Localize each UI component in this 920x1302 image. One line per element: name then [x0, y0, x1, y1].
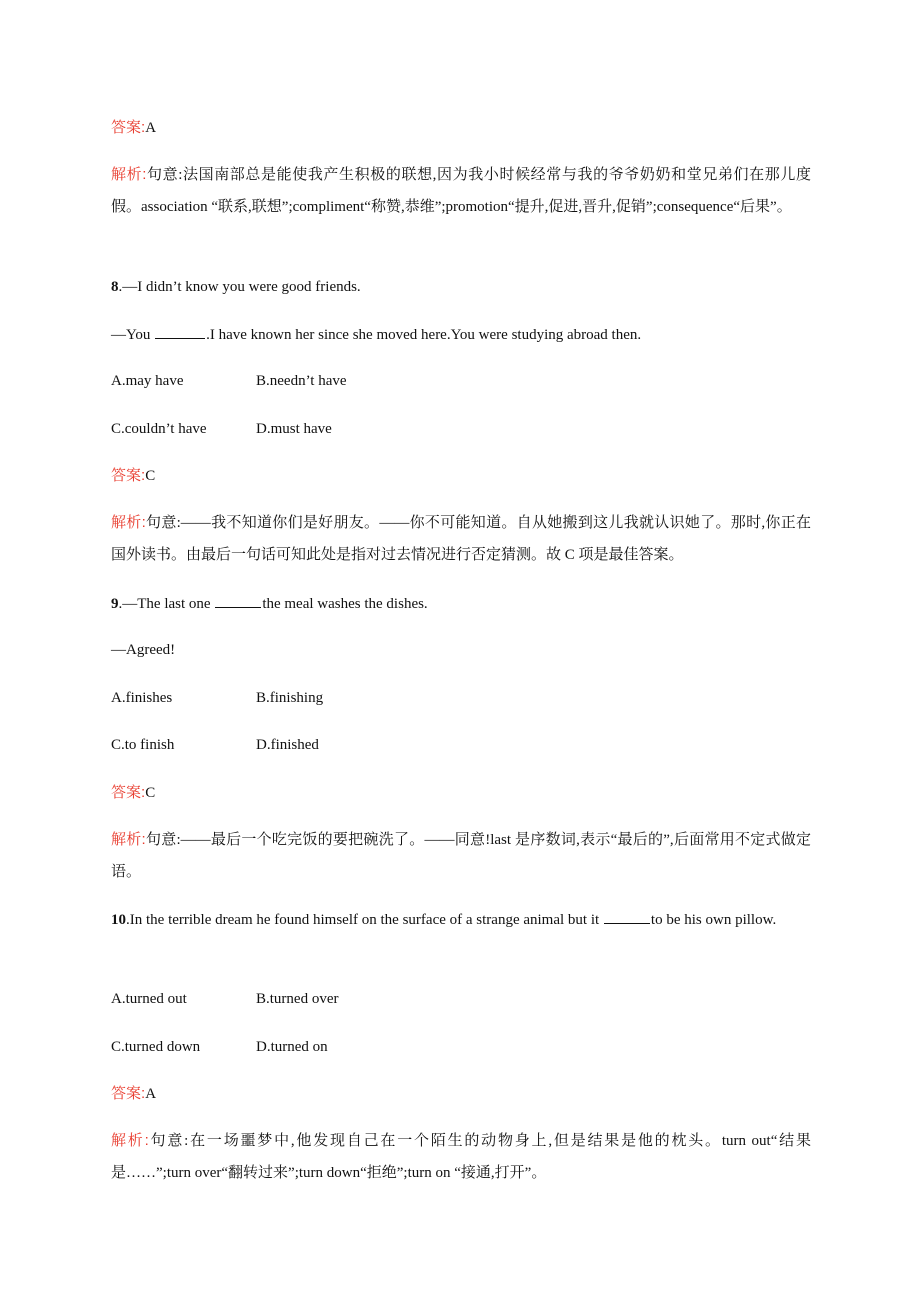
q10-stem: 10.In the terrible dream he found himself on the surface of a strange animal but it to be his own pillow. — [111, 904, 811, 936]
q8-option-c: C.couldn’t have — [111, 421, 207, 437]
answer-label: 答案 — [111, 119, 142, 136]
q8-stem-line2: —You .I have known her since she moved here.You were studying abroad then. — [111, 324, 641, 345]
q10-option-c: C.turned down — [111, 1039, 201, 1055]
q9-answer: 答案:C — [111, 784, 156, 801]
answer-label: 答案 — [111, 1085, 142, 1102]
q8-answer-value: C — [145, 468, 156, 484]
q10-option-d: D.turned on — [256, 1039, 328, 1055]
answer-label: 答案 — [111, 467, 142, 484]
q9-blank — [215, 593, 261, 608]
q9-analysis: 解析:句意:——最后一个吃完饭的要把碗洗了。——同意!last 是序数词,表示“最后的”,后面常用不定式做定语。 — [111, 831, 811, 880]
q9-stem-line2: —Agreed! — [111, 642, 176, 658]
q9-option-b: B.finishing — [256, 690, 324, 706]
q10-answer-value: A — [145, 1086, 157, 1102]
q7-analysis-text: 句意:法国南部总是能使我产生积极的联想,因为我小时候经常与我的爷爷奶奶和堂兄弟们在那儿度假。association “联系,联想”;compliment“称赞,恭维”;promotion“提升,促进,晋升,促销”;consequence“后果”。 — [111, 167, 811, 215]
analysis-label: 解析 — [111, 1132, 145, 1149]
q9-stem-line1: 9.—The last one the meal washes the dishes. — [111, 593, 428, 614]
analysis-label: 解析 — [111, 514, 142, 531]
q7-answer-value: A — [145, 120, 157, 136]
q8-option-a: A.may have — [111, 373, 184, 389]
q10-answer: 答案:A — [111, 1085, 157, 1102]
q9-number: 9 — [111, 596, 119, 612]
q8-answer: 答案:C — [111, 467, 156, 484]
q9-option-a: A.finishes — [111, 690, 173, 706]
q8-analysis: 解析:句意:——我不知道你们是好朋友。——你不可能知道。自从她搬到这儿我就认识她了。那时,你正在国外读书。由最后一句话可知此处是指对过去情况进行否定猜测。故 C 项是最佳答案。 — [111, 514, 811, 563]
analysis-label: 解析 — [111, 166, 143, 183]
q10-blank — [604, 909, 650, 924]
q10-analysis-text: 句意:在一场噩梦中,他发现自己在一个陌生的动物身上,但是结果是他的枕头。turn out“结果是……”;turn over“翻转过来”;turn down“拒绝”;turn on “接通,打开”。 — [111, 1133, 811, 1181]
q7-analysis: 解析:句意:法国南部总是能使我产生积极的联想,因为我小时候经常与我的爷爷奶奶和堂兄弟们在那儿度假。association “联系,联想”;compliment“称赞,恭维”;promotion“提升,促进,晋升,促销”;consequence“后果”。 — [111, 166, 811, 215]
q8-analysis-text: 句意:——我不知道你们是好朋友。——你不可能知道。自从她搬到这儿我就认识她了。那时,你正在国外读书。由最后一句话可知此处是指对过去情况进行否定猜测。故 C 项是最佳答案。 — [111, 515, 811, 563]
q10-number: 10 — [111, 912, 126, 928]
q8-number: 8 — [111, 279, 119, 295]
q9-answer-value: C — [145, 785, 156, 801]
q10-analysis: 解析:句意:在一场噩梦中,他发现自己在一个陌生的动物身上,但是结果是他的枕头。turn out“结果是……”;turn over“翻转过来”;turn down“拒绝”;turn on “接通,打开”。 — [111, 1132, 811, 1181]
q9-option-c: C.to finish — [111, 737, 175, 753]
answer-label: 答案 — [111, 784, 142, 801]
q7-answer: 答案:A — [111, 119, 157, 136]
q9-option-d: D.finished — [256, 737, 319, 753]
q10-option-b: B.turned over — [256, 991, 339, 1007]
analysis-label: 解析 — [111, 831, 142, 848]
q8-blank — [155, 324, 205, 339]
q9-analysis-text: 句意:——最后一个吃完饭的要把碗洗了。——同意!last 是序数词,表示“最后的”,后面常用不定式做定语。 — [111, 832, 811, 880]
q8-option-b: B.needn’t have — [256, 373, 347, 389]
q10-option-a: A.turned out — [111, 991, 187, 1007]
q8-stem-line1: 8.—I didn’t know you were good friends. — [111, 279, 361, 295]
q8-option-d: D.must have — [256, 421, 332, 437]
